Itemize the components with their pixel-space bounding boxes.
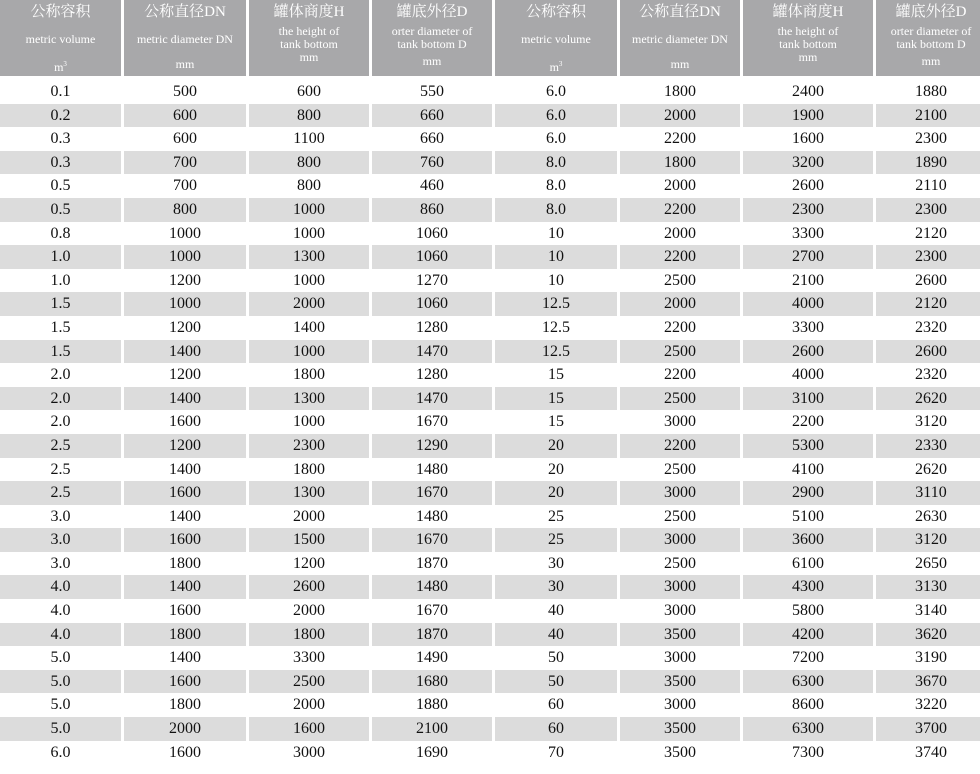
table-row (0, 623, 980, 647)
cell-bottom-diameter-d: 660 (372, 104, 492, 128)
cell-volume: 2.0 (0, 387, 121, 411)
cell-height-h-2: 3600 (743, 528, 873, 552)
table-row (0, 340, 980, 364)
cell-volume: 1.5 (0, 292, 121, 316)
cell-height-h-2: 5800 (792, 602, 824, 620)
cell-volume: 0.5 (0, 198, 121, 222)
cell-volume-2: 40 (548, 602, 564, 620)
cell-diameter-dn-2: 2500 (664, 507, 696, 525)
header-label-en-line2: tank bottom (779, 37, 837, 51)
cell-bottom-diameter-d-2: 2100 (876, 104, 980, 128)
cell-diameter-dn-2: 2500 (664, 460, 696, 478)
cell-volume-2: 12.5 (495, 340, 617, 364)
cell-height-h-2: 2900 (743, 481, 873, 505)
cell-height-h: 1000 (249, 198, 369, 222)
cell-diameter-dn: 1400 (169, 649, 201, 667)
cell-volume: 4.0 (0, 575, 121, 599)
cell-bottom-diameter-d: 1480 (416, 460, 448, 478)
header-label-zh: 罐体商度H (273, 4, 345, 20)
cell-volume-2: 6.0 (546, 83, 566, 100)
cell-volume: 1.5 (50, 318, 71, 336)
cell-diameter-dn: 1200 (169, 318, 201, 336)
cell-diameter-dn: 1800 (169, 554, 201, 572)
cell-bottom-diameter-d-2: 3670 (876, 670, 980, 694)
cell-height-h: 1800 (293, 460, 325, 478)
cell-bottom-diameter-d: 1470 (372, 340, 492, 364)
header-unit: mm (921, 54, 941, 68)
cell-height-h: 1000 (249, 340, 369, 364)
header-unit: $m^3$ (549, 60, 563, 74)
cell-volume: 0.3 (50, 130, 71, 148)
cell-height-h-2: 7300 (792, 743, 824, 761)
cell-bottom-diameter-d-2: 2650 (915, 554, 947, 572)
cell-diameter-dn: 1600 (124, 481, 246, 505)
cell-volume: 5.0 (0, 670, 121, 694)
cell-height-h-2: 3300 (792, 318, 824, 336)
cell-height-h-2: 2200 (792, 413, 824, 431)
cell-volume-2: 50 (548, 649, 564, 667)
header-unit: mm (299, 50, 319, 64)
cell-bottom-diameter-d-2: 2600 (915, 271, 947, 289)
cell-diameter-dn: 1600 (169, 743, 201, 761)
header-label-en-line1: orter diameter of (391, 24, 473, 38)
cell-diameter-dn: 1600 (124, 670, 246, 694)
table-row (0, 552, 980, 576)
cell-height-h: 1000 (293, 413, 325, 431)
table-row (0, 717, 980, 741)
header-tank-height (249, 0, 369, 80)
table-row (0, 741, 980, 765)
cell-height-h-2: 2700 (743, 245, 873, 269)
table-row (0, 80, 980, 104)
cell-volume: 2.5 (50, 460, 71, 478)
table-row (0, 646, 980, 670)
cell-diameter-dn: 600 (173, 130, 197, 148)
cell-volume: 1.0 (50, 271, 71, 289)
cell-volume: 1.5 (0, 340, 121, 364)
cell-volume-2: 15 (548, 366, 564, 384)
cell-bottom-diameter-d-2: 2620 (876, 387, 980, 411)
cell-height-h: 800 (249, 104, 369, 128)
header-bottom-diameter (372, 0, 492, 80)
cell-height-h-2: 2400 (792, 83, 824, 100)
cell-height-h-2: 1900 (743, 104, 873, 128)
cell-diameter-dn-2: 2200 (620, 434, 740, 458)
cell-diameter-dn-2: 2000 (620, 292, 740, 316)
cell-volume-2: 6.0 (495, 104, 617, 128)
cell-diameter-dn-2: 2500 (620, 387, 740, 411)
cell-volume: 2.0 (50, 366, 71, 384)
cell-height-h: 2000 (249, 292, 369, 316)
cell-bottom-diameter-d: 1670 (372, 528, 492, 552)
cell-height-h: 1600 (249, 717, 369, 741)
cell-bottom-diameter-d: 2100 (372, 717, 492, 741)
cell-bottom-diameter-d-2: 3120 (876, 528, 980, 552)
cell-volume: 6.0 (50, 743, 71, 761)
cell-diameter-dn-2: 3000 (620, 481, 740, 505)
cell-bottom-diameter-d-2: 1880 (915, 83, 947, 100)
table-row (0, 174, 980, 198)
cell-diameter-dn: 1400 (169, 507, 201, 525)
cell-bottom-diameter-d-2: 2320 (915, 366, 947, 384)
cell-bottom-diameter-d-2: 3220 (915, 696, 947, 714)
table-row (0, 198, 980, 222)
cell-volume-2: 60 (548, 696, 564, 714)
cell-volume: 0.8 (50, 224, 71, 242)
cell-volume-2: 60 (495, 717, 617, 741)
cell-height-h-2: 6300 (743, 717, 873, 741)
table-row (0, 269, 980, 293)
cell-height-h: 1800 (293, 366, 325, 384)
header-unit: mm (422, 54, 442, 68)
cell-diameter-dn: 1000 (124, 245, 246, 269)
cell-diameter-dn: 1200 (169, 271, 201, 289)
cell-volume-2: 40 (495, 623, 617, 647)
cell-bottom-diameter-d: 1680 (372, 670, 492, 694)
cell-diameter-dn-2: 3500 (664, 743, 696, 761)
cell-diameter-dn-2: 2200 (664, 130, 696, 148)
table-row (0, 599, 980, 623)
cell-bottom-diameter-d: 1870 (416, 554, 448, 572)
cell-volume-2: 15 (548, 413, 564, 431)
cell-height-h-2: 5100 (792, 507, 824, 525)
cell-height-h: 1100 (293, 130, 325, 148)
cell-bottom-diameter-d-2: 3190 (915, 649, 947, 667)
cell-bottom-diameter-d-2: 2300 (876, 198, 980, 222)
cell-diameter-dn: 1400 (169, 460, 201, 478)
header-label-zh: 罐底外径D (895, 4, 967, 20)
cell-volume-2: 70 (548, 743, 564, 761)
cell-volume-2: 10 (548, 224, 564, 242)
header-label-en-line1: the height of (777, 24, 839, 38)
cell-bottom-diameter-d-2: 3700 (876, 717, 980, 741)
cell-diameter-dn-2: 2500 (664, 271, 696, 289)
cell-bottom-diameter-d: 660 (420, 130, 444, 148)
cell-diameter-dn: 1000 (124, 292, 246, 316)
table-row (0, 528, 980, 552)
header-unit: mm (798, 50, 818, 64)
header-label-zh: 罐底外径D (396, 4, 468, 20)
cell-volume-2: 8.0 (546, 177, 566, 195)
cell-bottom-diameter-d: 1060 (372, 292, 492, 316)
table-row (0, 316, 980, 340)
cell-bottom-diameter-d: 1280 (416, 318, 448, 336)
header-label-zh: 公称直径DN (144, 4, 226, 20)
cell-diameter-dn: 1400 (124, 387, 246, 411)
header-label-en: metric volume (25, 32, 96, 46)
cell-bottom-diameter-d-2: 2600 (876, 340, 980, 364)
cell-bottom-diameter-d: 1880 (416, 696, 448, 714)
cell-volume: 5.0 (0, 717, 121, 741)
header-label-en: metric volume (521, 32, 591, 46)
cell-diameter-dn-2: 2000 (620, 104, 740, 128)
cell-diameter-dn-2: 2200 (664, 366, 696, 384)
cell-bottom-diameter-d-2: 1890 (876, 151, 980, 175)
cell-diameter-dn-2: 2200 (620, 198, 740, 222)
cell-diameter-dn-2: 3500 (620, 670, 740, 694)
cell-height-h-2: 1600 (792, 130, 824, 148)
cell-diameter-dn: 1200 (169, 366, 201, 384)
cell-bottom-diameter-d: 460 (420, 177, 444, 195)
cell-bottom-diameter-d: 1060 (416, 224, 448, 242)
cell-bottom-diameter-d-2: 2620 (915, 460, 947, 478)
header-label-en-line2: tank bottom (280, 37, 338, 51)
header-metric-diameter (124, 0, 246, 80)
cell-bottom-diameter-d: 1670 (416, 602, 448, 620)
cell-height-h-2: 6100 (792, 554, 824, 572)
cell-volume: 5.0 (50, 696, 71, 714)
cell-volume: 0.1 (50, 83, 71, 100)
cell-bottom-diameter-d-2: 3140 (915, 602, 947, 620)
cell-bottom-diameter-d: 860 (372, 198, 492, 222)
cell-height-h: 2300 (249, 434, 369, 458)
cell-height-h-2: 4000 (743, 292, 873, 316)
cell-diameter-dn: 1400 (124, 575, 246, 599)
cell-diameter-dn-2: 3500 (620, 717, 740, 741)
table-row (0, 387, 980, 411)
cell-bottom-diameter-d-2: 2300 (915, 130, 947, 148)
cell-bottom-diameter-d: 1870 (372, 623, 492, 647)
header-label-zh: 公称直径DN (639, 4, 721, 20)
cell-bottom-diameter-d-2: 2330 (876, 434, 980, 458)
cell-diameter-dn: 2000 (124, 717, 246, 741)
cell-bottom-diameter-d-2: 3620 (876, 623, 980, 647)
cell-diameter-dn-2: 3500 (620, 623, 740, 647)
cell-height-h: 1300 (249, 245, 369, 269)
cell-height-h: 800 (249, 151, 369, 175)
cell-bottom-diameter-d-2: 2120 (876, 292, 980, 316)
cell-volume-2: 50 (495, 670, 617, 694)
cell-bottom-diameter-d-2: 3120 (915, 413, 947, 431)
cell-diameter-dn-2: 2500 (664, 554, 696, 572)
cell-height-h-2: 3200 (743, 151, 873, 175)
cell-bottom-diameter-d: 1670 (416, 413, 448, 431)
header-row (0, 0, 980, 80)
cell-height-h: 2500 (249, 670, 369, 694)
cell-height-h-2: 8600 (792, 696, 824, 714)
header-metric-diameter-2 (620, 0, 740, 80)
cell-diameter-dn: 1000 (169, 224, 201, 242)
cell-diameter-dn-2: 3000 (620, 528, 740, 552)
header-label-zh: 罐体商度H (772, 4, 844, 20)
cell-bottom-diameter-d: 1270 (416, 271, 448, 289)
header-label-zh: 公称容积 (30, 4, 91, 20)
table-row (0, 575, 980, 599)
cell-height-h-2: 2100 (792, 271, 824, 289)
header-unit: mm (175, 57, 195, 71)
header-label-en: metric diameter DN (632, 32, 728, 46)
cell-diameter-dn-2: 2200 (620, 245, 740, 269)
table-row (0, 245, 980, 269)
cell-diameter-dn-2: 2500 (620, 340, 740, 364)
cell-volume: 5.0 (50, 649, 71, 667)
cell-height-h-2: 2600 (743, 340, 873, 364)
table-row (0, 151, 980, 175)
cell-height-h: 2000 (293, 696, 325, 714)
header-label-en-line1: orter diameter of (890, 24, 972, 38)
table-row (0, 127, 980, 151)
cell-volume-2: 12.5 (495, 292, 617, 316)
cell-bottom-diameter-d-2: 3110 (876, 481, 980, 505)
cell-diameter-dn: 800 (124, 198, 246, 222)
cell-bottom-diameter-d-2: 2320 (915, 318, 947, 336)
cell-height-h-2: 3100 (743, 387, 873, 411)
header-unit: mm (670, 57, 690, 71)
cell-height-h: 1400 (293, 318, 325, 336)
cell-volume-2: 25 (495, 528, 617, 552)
cell-height-h: 1500 (249, 528, 369, 552)
cell-bottom-diameter-d: 1060 (372, 245, 492, 269)
cell-volume-2: 8.0 (495, 151, 617, 175)
cell-height-h-2: 4100 (792, 460, 824, 478)
cell-diameter-dn: 1400 (124, 340, 246, 364)
cell-height-h-2: 4200 (743, 623, 873, 647)
table-row (0, 410, 980, 434)
cell-volume-2: 30 (495, 575, 617, 599)
header-label-en-line1: the height of (278, 24, 340, 38)
cell-diameter-dn-2: 2000 (664, 224, 696, 242)
cell-volume: 1.0 (0, 245, 121, 269)
cell-height-h: 1300 (249, 387, 369, 411)
cell-volume: 2.0 (50, 413, 71, 431)
cell-diameter-dn: 1600 (169, 602, 201, 620)
table-row (0, 292, 980, 316)
cell-diameter-dn: 1200 (124, 434, 246, 458)
table-row (0, 670, 980, 694)
table-row (0, 363, 980, 387)
cell-diameter-dn-2: 3000 (664, 696, 696, 714)
cell-volume: 2.5 (0, 481, 121, 505)
cell-volume-2: 30 (548, 554, 564, 572)
header-label-en-line2: tank bottom D (896, 37, 966, 51)
cell-height-h-2: 2600 (792, 177, 824, 195)
cell-volume: 2.5 (0, 434, 121, 458)
cell-height-h-2: 6300 (743, 670, 873, 694)
cell-diameter-dn-2: 3000 (664, 602, 696, 620)
cell-bottom-diameter-d: 1480 (372, 575, 492, 599)
cell-height-h-2: 4300 (743, 575, 873, 599)
cell-bottom-diameter-d: 1490 (416, 649, 448, 667)
cell-diameter-dn: 1600 (169, 413, 201, 431)
cell-bottom-diameter-d: 550 (420, 83, 444, 100)
cell-height-h: 1800 (249, 623, 369, 647)
cell-volume-2: 8.0 (495, 198, 617, 222)
cell-diameter-dn: 1800 (169, 696, 201, 714)
cell-height-h: 800 (297, 177, 321, 195)
cell-volume-2: 15 (495, 387, 617, 411)
table-row (0, 458, 980, 482)
cell-bottom-diameter-d: 1290 (372, 434, 492, 458)
cell-diameter-dn: 1800 (124, 623, 246, 647)
cell-bottom-diameter-d-2: 2300 (876, 245, 980, 269)
cell-volume-2: 12.5 (542, 318, 570, 336)
cell-volume-2: 25 (548, 507, 564, 525)
cell-diameter-dn-2: 2000 (664, 177, 696, 195)
header-bottom-diameter-2 (876, 0, 980, 80)
header-metric-volume (0, 0, 121, 80)
table-row (0, 505, 980, 529)
table-row (0, 222, 980, 246)
cell-height-h: 1000 (293, 271, 325, 289)
header-tank-height-2 (743, 0, 873, 80)
table-row (0, 481, 980, 505)
header-metric-volume-2 (495, 0, 617, 80)
cell-height-h: 3300 (293, 649, 325, 667)
cell-volume-2: 10 (495, 245, 617, 269)
table-row (0, 434, 980, 458)
cell-bottom-diameter-d-2: 3740 (915, 743, 947, 761)
cell-diameter-dn-2: 1800 (620, 151, 740, 175)
cell-bottom-diameter-d: 760 (372, 151, 492, 175)
cell-bottom-diameter-d-2: 2120 (915, 224, 947, 242)
cell-height-h: 1200 (293, 554, 325, 572)
cell-bottom-diameter-d: 1480 (416, 507, 448, 525)
cell-bottom-diameter-d: 1690 (416, 743, 448, 761)
cell-volume: 0.5 (50, 177, 71, 195)
cell-height-h-2: 7200 (792, 649, 824, 667)
cell-diameter-dn-2: 1800 (664, 83, 696, 100)
cell-height-h-2: 5300 (743, 434, 873, 458)
cell-height-h-2: 3300 (792, 224, 824, 242)
cell-height-h: 3000 (293, 743, 325, 761)
cell-height-h: 1000 (293, 224, 325, 242)
cell-volume-2: 6.0 (546, 130, 566, 148)
table-body (0, 80, 980, 764)
header-label-zh: 公称容积 (525, 4, 586, 20)
header-label-en-line2: tank bottom D (397, 37, 467, 51)
cell-diameter-dn-2: 2200 (664, 318, 696, 336)
cell-diameter-dn-2: 3000 (664, 413, 696, 431)
cell-height-h: 2000 (293, 507, 325, 525)
cell-bottom-diameter-d: 1470 (372, 387, 492, 411)
cell-height-h: 1300 (249, 481, 369, 505)
cell-volume: 0.3 (0, 151, 121, 175)
cell-volume-2: 20 (495, 481, 617, 505)
cell-volume: 0.2 (0, 104, 121, 128)
cell-diameter-dn-2: 3000 (620, 575, 740, 599)
cell-volume: 3.0 (0, 528, 121, 552)
cell-diameter-dn: 700 (173, 177, 197, 195)
cell-bottom-diameter-d: 1280 (416, 366, 448, 384)
header-label-en: metric diameter DN (137, 32, 233, 46)
cell-height-h-2: 2300 (743, 198, 873, 222)
cell-diameter-dn: 700 (124, 151, 246, 175)
table-row (0, 693, 980, 717)
cell-volume-2: 10 (548, 271, 564, 289)
cell-bottom-diameter-d-2: 2630 (915, 507, 947, 525)
cell-height-h: 600 (297, 83, 321, 100)
cell-bottom-diameter-d-2: 3130 (876, 575, 980, 599)
cell-volume: 4.0 (0, 623, 121, 647)
cell-bottom-diameter-d: 1670 (372, 481, 492, 505)
cell-diameter-dn-2: 3000 (664, 649, 696, 667)
cell-diameter-dn: 600 (124, 104, 246, 128)
cell-bottom-diameter-d-2: 2110 (915, 177, 947, 195)
table-row (0, 104, 980, 128)
header-unit: $m^3$ (54, 60, 67, 74)
cell-height-h: 2600 (249, 575, 369, 599)
cell-volume: 3.0 (50, 507, 71, 525)
cell-volume: 3.0 (50, 554, 71, 572)
cell-diameter-dn: 500 (173, 83, 197, 100)
cell-volume-2: 20 (548, 460, 564, 478)
cell-height-h-2: 4000 (792, 366, 824, 384)
cell-volume: 4.0 (50, 602, 71, 620)
cell-volume-2: 20 (495, 434, 617, 458)
cell-diameter-dn: 1600 (124, 528, 246, 552)
cell-height-h: 2000 (293, 602, 325, 620)
